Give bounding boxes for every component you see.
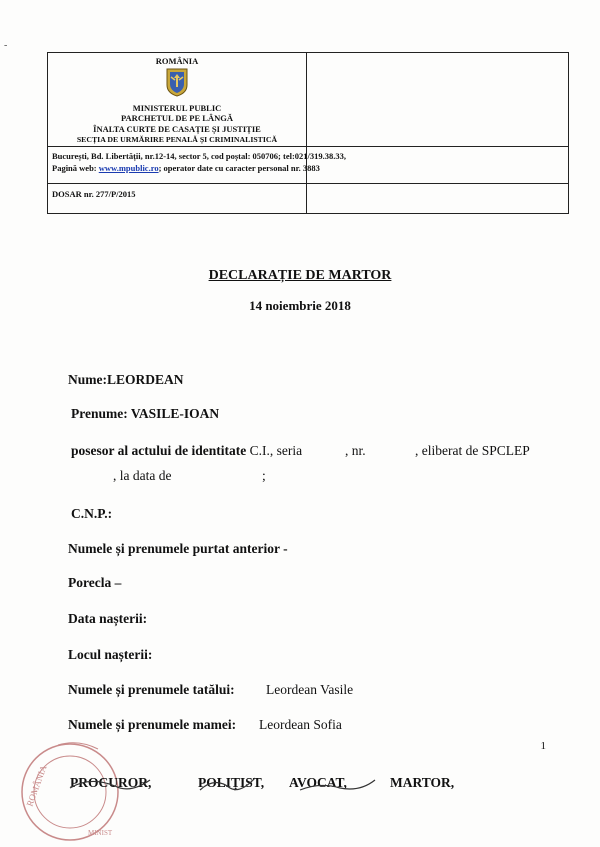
nume-row: Nume:LEORDEAN <box>68 372 184 387</box>
dosar-number: DOSAR nr. 277/P/2015 <box>52 189 136 199</box>
id-doc-row: posesor al actului de identitate C.I., seria <box>71 443 303 458</box>
web-line: Pagină web: www.mpublic.ro; operator date cu caracter personal nr. 3883 <box>52 163 320 173</box>
institution-line-2: PARCHETUL DE PE LÂNGĂ <box>120 113 233 123</box>
martor-label: MARTOR, <box>390 775 455 790</box>
header-divider <box>306 53 307 213</box>
tatal-label: Numele și prenumele tatălui: <box>68 682 235 697</box>
scan-mark: - <box>4 40 8 51</box>
locul-nasterii-label: Locul nașterii: <box>68 647 153 662</box>
data-nasterii-label: Data nașterii: <box>68 611 148 626</box>
document-date: 14 noiembrie 2018 <box>249 298 351 313</box>
institution-line-1: MINISTERUL PUBLIC <box>132 103 222 113</box>
porecla-label: Porecla – <box>68 575 122 590</box>
nr-text: , nr. <box>345 443 366 458</box>
procuror-label: PROCUROR, <box>70 775 152 790</box>
semicolon: ; <box>262 468 266 483</box>
country-name: ROMÂNIA <box>155 56 199 66</box>
eliberat-text: , eliberat de SPCLEP <box>415 443 530 458</box>
coat-of-arms-icon <box>165 67 189 97</box>
website-link[interactable]: www.mpublic.ro <box>98 163 159 173</box>
tatal-value: Leordean Vasile <box>266 682 354 697</box>
institution-line-3: ÎNALTA CURTE DE CASAȚIE ȘI JUSTIȚIE <box>93 124 261 134</box>
document-title: DECLARAȚIE DE MARTOR <box>208 268 392 283</box>
signature-scribbles <box>60 768 390 798</box>
stamp-text-top: ROMÂNIA <box>24 763 49 808</box>
address-block <box>52 150 346 174</box>
la-data-text: , la data de <box>113 468 172 483</box>
prenume-row: Prenume: VASILE-IOAN <box>71 406 220 421</box>
institution-line-4: SECȚIA DE URMĂRIRE PENALĂ ȘI CRIMINALISTICĂ <box>76 135 278 144</box>
address-line: București, Bd. Libertății, nr.12-14, sector 5, cod poștal: 050706; tel:021/319.38.33, <box>52 151 347 161</box>
avocat-label: AVOCAT, <box>289 775 347 790</box>
nume-anterior-label: Numele și prenumele purtat anterior - <box>68 541 288 556</box>
nume-value: LEORDEAN <box>107 372 184 387</box>
mama-value: Leordean Sofia <box>259 717 342 732</box>
header-box <box>47 52 569 214</box>
cnp-label: C.N.P.: <box>71 506 113 521</box>
politist-label: POLIȚIST, <box>198 775 265 790</box>
prenume-value: VASILE-IOAN <box>130 406 220 421</box>
stamp-text-bottom: MINIST <box>88 829 113 837</box>
mama-label: Numele și prenumele mamei: <box>68 717 237 732</box>
page-number: 1 <box>540 740 546 752</box>
